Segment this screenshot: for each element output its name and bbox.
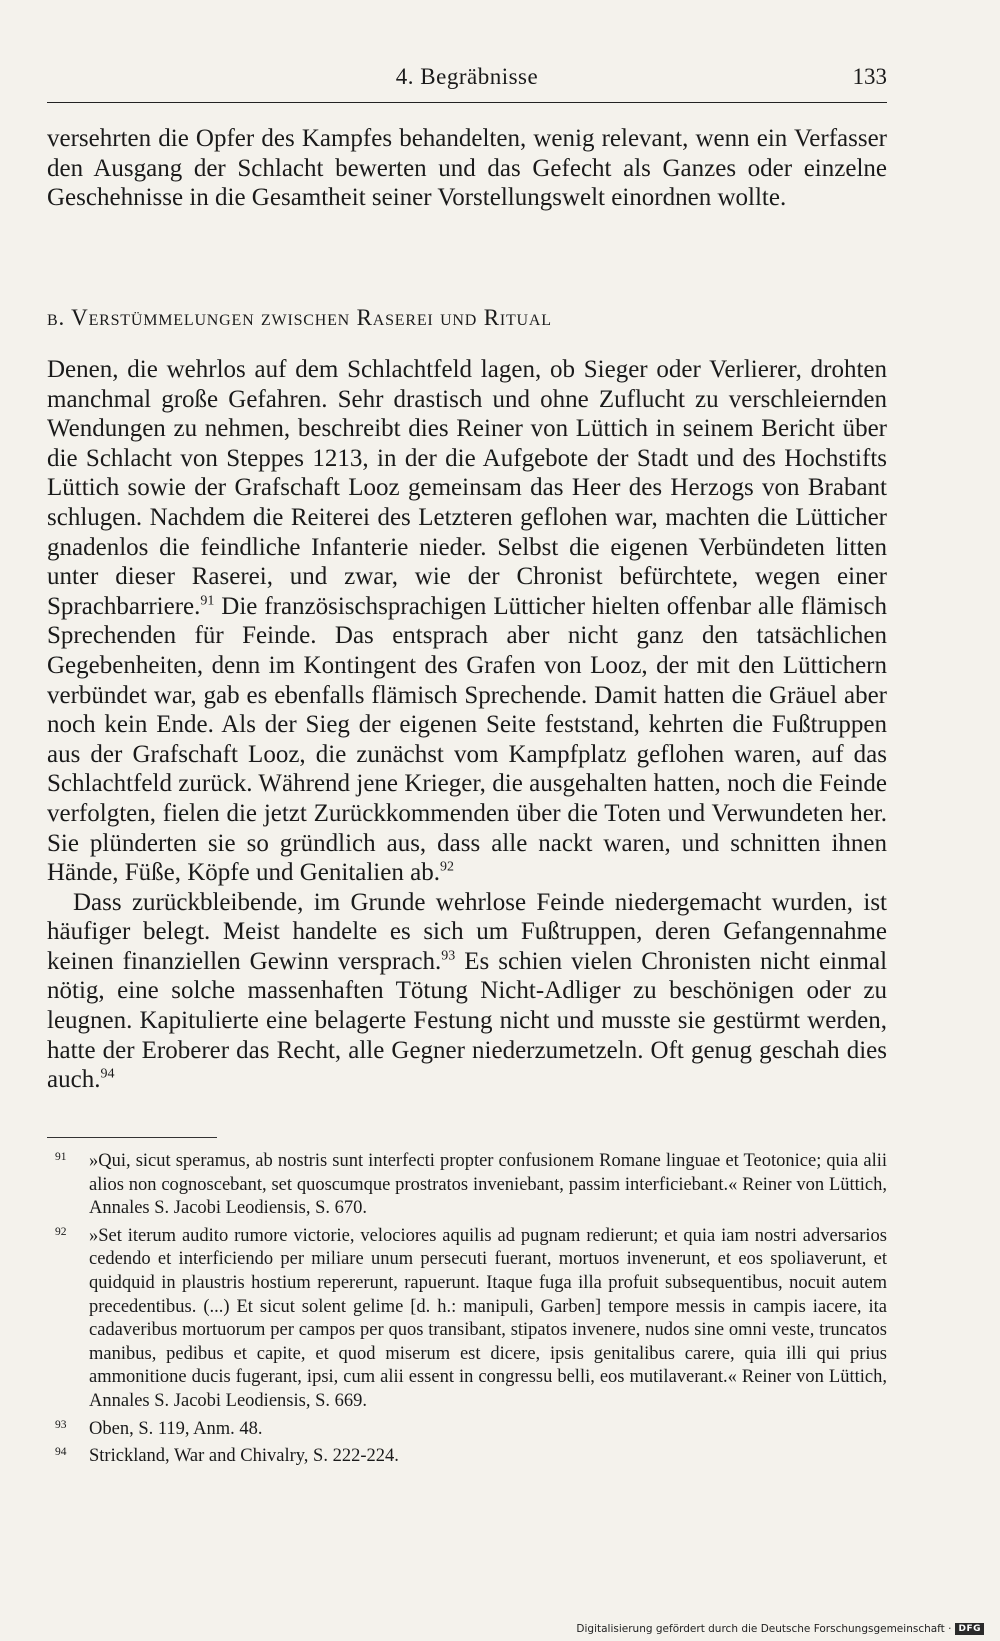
intro-paragraph: versehrten die Opfer des Kampfes behandelten, wenig relevant, wenn ein Verfasser den Ausgang der Schlacht bewerten und das Gefecht als Ganzes oder einzelne Geschehnisse in die Gesamtheit seiner Vorstellungswelt einordnen wollte. [47, 125, 887, 212]
paragraph-2-part-1: Dass zurückbleibende, im Grunde wehrlose Feinde niedergemacht wurden, ist häufiger belegt. Meist handelte es sich um Fußtruppen, deren Gefangennahme keinen finanziellen Gewinn versprach. [47, 888, 887, 975]
paragraph-1-part-1: Denen, die wehrlos auf dem Schlachtfeld lagen, ob Sieger oder Verlierer, drohten manchmal große Gefahren. Sehr drastisch und ohne Zuflucht zu verschleiernden Wendungen zu nehmen, beschreibt dies Reiner von Lüttich in seinem Bericht über die Schlacht von Steppes 1213, in der die Aufgebote der Stadt und des Hochstifts Lüttich sowie der Grafschaft Looz gemeinsam das Heer des Herzogs von Brabant schlugen. Nachdem die Reiterei des Letzteren geflohen war, machten die Lütticher gnadenlos die feindliche Infanterie nieder. Selbst die eigenen Verbündeten litten unter dieser Raserei, und zwar, wie der Chronist befürchtete, wegen einer Sprachbarriere. [47, 356, 887, 620]
chapter-title: 4. Begräbnisse [395, 64, 539, 89]
footnote-divider [47, 1137, 217, 1138]
footnote-ref-92[interactable]: 92 [439, 859, 454, 875]
footnote-ref-94[interactable]: 94 [100, 1066, 115, 1082]
footnote-number: 94 [55, 1446, 67, 1459]
footnote-ref-93[interactable]: 93 [441, 948, 456, 964]
paragraph-1 [47, 355, 887, 888]
footnote-number: 91 [55, 1151, 67, 1163]
footnote-93 [47, 1418, 887, 1442]
paragraph-2 [47, 888, 887, 1095]
running-head [47, 62, 887, 103]
footnote-text: Oben, S. 119, Anm. 48. [89, 1418, 263, 1439]
footnote-92 [47, 1225, 887, 1414]
footnote-text: »Qui, sicut speramus, ab nostris sunt interfecti propter confusionem Romane linguae et Teotonice; quia alii alios non cognoscebant, set quoscumque prostratos inveniebant, passim interficiebant.« Reiner von Lüttich, Annales S. Jacobi Leodiensis, S. 670. [89, 1151, 887, 1219]
paragraph-1-part-2: Die französischsprachigen Lütticher hielten offenbar alle flämisch Sprechenden für Feinde. Das entsprach aber nicht ganz den tatsächlichen Gegebenheiten, denn im Kontingent des Grafen von Looz, der mit den Lüttichern verbündet war, gab es ebenfalls flämisch Sprechende. Damit hatten die Gräuel aber noch kein Ende. Als der Sieg der eigenen Seite feststand, kehrten die Fußtruppen aus der Grafschaft Looz, die zunächst vom Kampfplatz geflohen waren, auf das Schlachtfeld zurück. Während jene Krieger, die ausgehalten hatten, noch die Feinde verfolgten, fielen die jetzt Zurückkommenden über die Toten und Verwundeten her. Sie plünderten sie so gründlich aus, dass alle nackt waren, und schnitten ihnen Hände, Füße, Köpfe und Genitalien ab. [47, 592, 887, 887]
intro-paragraph-block [47, 124, 887, 213]
paragraph-2-part-2: Es schien vielen Chronisten nicht einmal nötig, eine solche massenhaften Tötung Nicht-Adliger zu beschönigen oder zu leugnen. Kapitulierte eine belagerte Festung nicht und musste sie gestürmt werden, hatte der Eroberer das Recht, alle Gegner niederzumetzeln. Oft genug geschah dies auch. [47, 947, 888, 1094]
footnote-94 [47, 1445, 887, 1469]
footnotes [47, 1150, 887, 1473]
footnote-91 [47, 1150, 887, 1221]
footnote-text: »Set iterum audito rumore victorie, velociores aquilis ad pugnam redierunt; et quia iam nostri adversarios cedendo et interficiendo per miliare unum persecuti fuerant, mortuos invenerunt, et eos spoliaverunt, et quidquid in plaustris hostium repererunt, rapuerunt. Itaque fuga illa profuit subsequentibus, nocuit autem precedentibus. (...) Et sicut solent gelime [d. h.: manipuli, Garben] tempore messis in campis iacere, ita cadaveribus mortuorum per campos per quos transibant, stipatos invenere, nudos sine omni veste, truncatos manibus, pedibus et capite, et quod miserum est dicere, ipsis genitalibus carere, quia illi qui prius ammonitione ducis fugerant, ipsi, cum alii essent in congressu belli, eos mutilaverant.« Reiner von Lüttich, Annales S. Jacobi Leodiensis, S. 669. [89, 1225, 887, 1411]
digitization-text: Digitalisierung gefördert durch die Deutsche Forschungsgemeinschaft · [576, 1623, 952, 1635]
dfg-logo-icon: DFG [955, 1623, 984, 1635]
main-text [47, 355, 887, 1095]
footnote-number: 93 [55, 1418, 67, 1431]
footnote-ref-91[interactable]: 91 [200, 593, 215, 609]
footnote-number: 92 [55, 1225, 67, 1238]
footnote-text: Strickland, War and Chivalry, S. 222-224. [89, 1446, 399, 1467]
section-title: b. Verstümmelungen zwischen Raserei und Ritual [47, 305, 552, 330]
digitization-credit [576, 1623, 984, 1635]
page-number: 133 [852, 64, 887, 89]
